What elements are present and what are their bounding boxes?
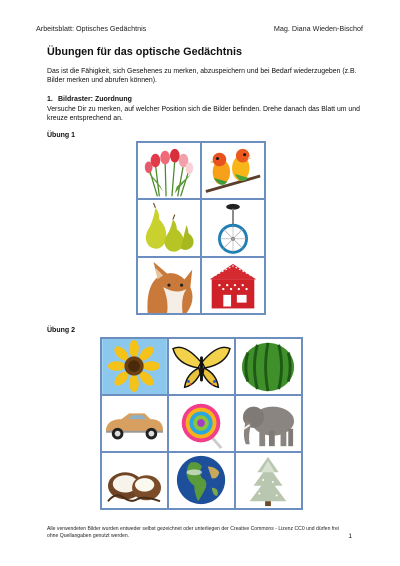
- parrots-image: [202, 143, 264, 198]
- grid-cell: [201, 199, 265, 256]
- tulips-image: [138, 143, 200, 198]
- elephant-image: [236, 396, 301, 451]
- grid-cell: [235, 395, 302, 452]
- fox-image: [138, 258, 200, 313]
- exercise-1-image-grid: [136, 141, 266, 315]
- grid-cell: [168, 338, 235, 395]
- grid-cell: [201, 142, 265, 199]
- grid-cell: [168, 395, 235, 452]
- unicycle-image: [202, 200, 264, 255]
- grid-cell: [137, 199, 201, 256]
- vintage-car-image: [102, 396, 167, 451]
- page-title: Übungen für das optische Gedächtnis: [47, 46, 242, 58]
- page-number: 1: [348, 533, 352, 540]
- section-number: 1.: [47, 96, 53, 103]
- header-author: Mag. Diana Wieden-Bischof: [273, 24, 363, 33]
- coconut-image: [102, 453, 167, 508]
- globe-image: [169, 453, 234, 508]
- grid-cell: [101, 395, 168, 452]
- section-instructions: Versuche Dir zu merken, auf welcher Position sich die Bilder befinden. Drehe danach das Blatt um und kreuze entsprechend an.: [47, 106, 360, 123]
- lollipop-image: [169, 396, 234, 451]
- grid-cell: [137, 142, 201, 199]
- pears-image: [138, 200, 200, 255]
- butterfly-image: [169, 339, 234, 394]
- footer-license-note: Alle verwendeten Bilder wurden entweder selbst gezeichnet oder unterliegen der Creative Commons - Lizenz CC0 und dürfen frei ohne Quellangaben genutzt werden.: [47, 526, 339, 540]
- exercise-1-label: Übung 1: [47, 132, 75, 139]
- grid-cell: [168, 452, 235, 509]
- grid-cell: [235, 452, 302, 509]
- grid-cell: [201, 257, 265, 314]
- grid-cell: [137, 257, 201, 314]
- intro-paragraph: Das ist die Fähigkeit, sich Gesehenes zu merken, abzuspeichern und bei Bedarf wiederzugeben (z.B. Bilder merken und abrufen können).: [47, 68, 357, 85]
- header-left-text: Arbeitsblatt: Optisches Gedächtnis: [36, 24, 147, 33]
- grid-cell: [101, 338, 168, 395]
- section-heading: [47, 96, 132, 103]
- exercise-2-label: Übung 2: [47, 327, 75, 334]
- house-cushion-image: [202, 258, 264, 313]
- grid-cell: [235, 338, 302, 395]
- grid-cell: [101, 452, 168, 509]
- section-title: Bildraster: Zuordnung: [58, 96, 132, 103]
- sunflower-image: [102, 339, 167, 394]
- exercise-2-image-grid: [100, 337, 303, 510]
- christmas-tree-image: [236, 453, 301, 508]
- watermelon-image: [236, 339, 301, 394]
